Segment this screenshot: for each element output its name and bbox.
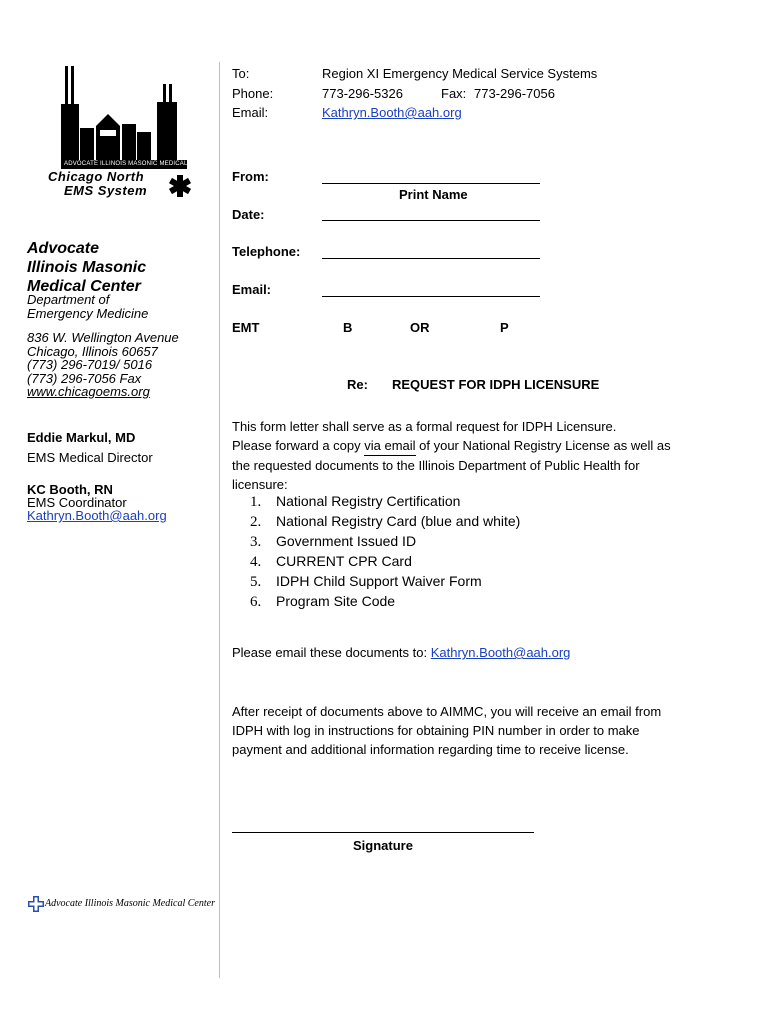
body-line2 xyxy=(232,436,671,456)
telephone-field-line[interactable] xyxy=(322,258,540,259)
list-item-text: Government Issued ID xyxy=(276,533,417,549)
list-item xyxy=(250,512,520,532)
column-divider xyxy=(219,62,220,978)
emt-option-b[interactable]: B xyxy=(343,320,353,335)
signature-label: Signature xyxy=(353,838,413,853)
dept-line2: Emergency Medicine xyxy=(27,306,149,321)
fax-value: 773-296-7056 xyxy=(474,86,555,101)
logo-line1: Chicago North xyxy=(48,169,145,184)
list-item xyxy=(250,532,520,552)
email-documents-line xyxy=(232,645,570,661)
body-line1: This form letter shall serve as a formal request for IDPH Licensure. xyxy=(232,419,617,434)
director-name: Eddie Markul, MD xyxy=(27,430,136,445)
after-receipt-paragraph xyxy=(232,702,661,759)
list-item xyxy=(250,592,520,612)
coordinator-email-link[interactable]: Kathryn.Booth@aah.org xyxy=(27,508,167,523)
body-line4: licensure: xyxy=(232,477,288,492)
advocate-cross-icon xyxy=(28,896,44,912)
org-line3: Medical Center xyxy=(27,278,141,295)
via-email-text: via email xyxy=(364,436,415,456)
list-number: 2. xyxy=(250,514,262,530)
after-line3: payment and additional information regarding time to receive license. xyxy=(232,742,629,757)
body-line3: the requested documents to the Illinois Department of Public Health for xyxy=(232,458,640,473)
org-name xyxy=(27,239,146,296)
to-label: To: xyxy=(232,66,250,81)
list-item xyxy=(250,552,520,572)
email-field-line[interactable] xyxy=(322,296,540,297)
list-number: 6. xyxy=(250,594,262,610)
telephone-label: Telephone: xyxy=(232,244,301,259)
list-number: 4. xyxy=(250,554,262,570)
advocate-footer-logo xyxy=(28,896,215,914)
after-line1: After receipt of documents above to AIMMC, you will receive an email from xyxy=(232,704,662,719)
email-documents-link[interactable]: Kathryn.Booth@aah.org xyxy=(430,645,571,660)
address-phone: (773) 296-7019/ 5016 xyxy=(27,357,153,372)
header-email-label: Email: xyxy=(232,105,269,120)
list-number: 3. xyxy=(250,534,262,550)
print-name-caption: Print Name xyxy=(399,187,468,202)
address-city: Chicago, Illinois 60657 xyxy=(27,343,158,359)
org-line1: Advocate xyxy=(27,240,100,257)
header-email-link[interactable]: Kathryn.Booth@aah.org xyxy=(322,105,462,120)
body-line2-post: of your National Registry License as well as xyxy=(415,438,671,453)
list-item-text: National Registry Certification xyxy=(276,493,461,509)
date-label: Date: xyxy=(232,207,265,222)
phone-value: 773-296-5326 xyxy=(322,86,403,101)
list-item xyxy=(250,492,520,512)
signature-line[interactable] xyxy=(232,832,534,833)
document-list xyxy=(250,492,520,612)
re-label: Re: xyxy=(347,377,368,392)
body-paragraph xyxy=(232,417,671,494)
address-block xyxy=(27,331,179,399)
from-label: From: xyxy=(232,169,269,184)
website-link[interactable]: www.chicagoems.org xyxy=(27,384,150,399)
coordinator-title: EMS Coordinator xyxy=(27,495,127,510)
to-value: Region XI Emergency Medical Service Systems xyxy=(322,66,598,81)
address-street: 836 W. Wellington Avenue xyxy=(27,330,179,345)
email-documents-text: Please email these documents to: xyxy=(232,645,431,660)
director-title: EMS Medical Director xyxy=(27,450,153,465)
emt-label: EMT xyxy=(232,320,260,335)
coordinator-name: KC Booth, RN xyxy=(27,482,113,497)
after-line2: IDPH with log in instructions for obtaining PIN number in order to make xyxy=(232,723,640,738)
list-number: 1. xyxy=(250,494,262,510)
subject-text: REQUEST FOR IDPH LICENSURE xyxy=(392,377,600,392)
from-field-line[interactable] xyxy=(322,183,540,184)
list-item-text: CURRENT CPR Card xyxy=(276,553,412,569)
date-field-line[interactable] xyxy=(322,220,540,221)
emt-or: OR xyxy=(410,320,430,335)
org-line2: Illinois Masonic xyxy=(27,259,147,276)
list-number: 5. xyxy=(250,574,262,590)
chicago-north-ems-logo xyxy=(44,66,216,206)
form-email-label: Email: xyxy=(232,282,272,297)
footer-logo-text: Advocate Illinois Masonic Medical Center xyxy=(45,898,215,909)
list-item-text: IDPH Child Support Waiver Form xyxy=(276,573,482,589)
emt-option-p[interactable]: P xyxy=(500,320,509,335)
list-item xyxy=(250,572,520,592)
address-fax: (773) 296-7056 Fax xyxy=(27,370,142,386)
list-item-text: National Registry Card (blue and white) xyxy=(276,513,521,529)
fax-label: Fax: xyxy=(441,86,467,101)
department xyxy=(27,293,148,321)
logo-line2: EMS System xyxy=(64,183,148,198)
body-line2-pre: Please forward a copy xyxy=(232,438,365,453)
dept-line1: Department of xyxy=(27,292,110,307)
list-item-text: Program Site Code xyxy=(276,593,396,609)
phone-label: Phone: xyxy=(232,86,274,101)
logo-banner-text: ADVOCATE ILLINOIS MASONIC MEDICAL CENTER xyxy=(64,161,216,167)
